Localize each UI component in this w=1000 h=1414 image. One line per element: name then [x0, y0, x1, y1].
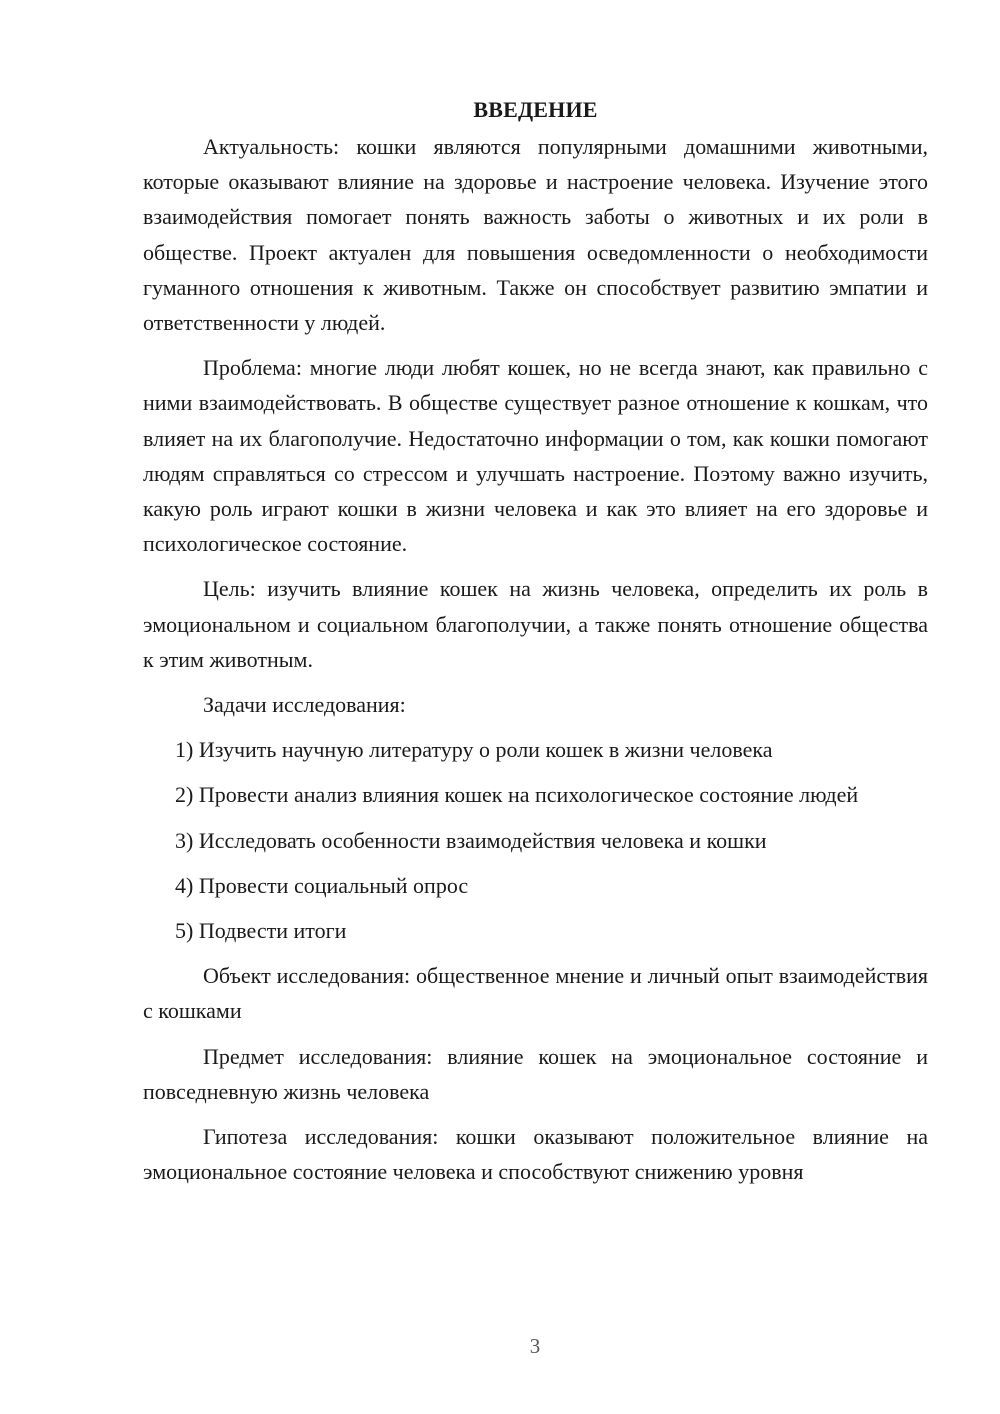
- goal-paragraph: Цель: изучить влияние кошек на жизнь человека, определить их роль в эмоциональном и социальном благополучии, а также понять отношение общества к этим животным.: [143, 576, 928, 672]
- task-item: 2) Провести анализ влияния кошек на психологическое состояние людей: [175, 782, 859, 808]
- relevance-paragraph: Актуальность: кошки являются популярными домашними животными, которые оказывают влияние на здоровье и настроение человека. Изучение этого взаимодействия помогает понять важность заботы о животных и их роли в обществе. Проект актуален для повышения осведомленности о необходимости гуманного отношения к животным. Также он способствует развитию эмпатии и ответственности у людей.: [143, 134, 928, 336]
- tasks-heading: Задачи исследования:: [203, 692, 406, 718]
- page-number: 3: [529, 1334, 541, 1358]
- hypothesis-paragraph: Гипотеза исследования: кошки оказывают положительное влияние на эмоциональное состояние человека и способствуют снижению уровня: [143, 1124, 928, 1185]
- document-page: [143, 92, 928, 1199]
- task-item: 4) Провести социальный опрос: [175, 872, 469, 898]
- task-item: 3) Исследовать особенности взаимодействия человека и кошки: [175, 827, 767, 853]
- task-item: 5) Подвести итоги: [175, 918, 347, 944]
- subject-paragraph: Предмет исследования: влияние кошек на эмоциональное состояние и повседневную жизнь человека: [143, 1043, 928, 1104]
- section-title: ВВЕДЕНИЕ: [473, 97, 598, 122]
- object-paragraph: Объект исследования: общественное мнение и личный опыт взаимодействия с кошками: [143, 963, 928, 1024]
- problem-paragraph: Проблема: многие люди любят кошек, но не всегда знают, как правильно с ними взаимодействовать. В обществе существует разное отношение к кошкам, что влияет на их благополучие. Недостаточно информации о том, как кошки помогают людям справляться со стрессом и улучшать настроение. Поэтому важно изучить, какую роль играют кошки в жизни человека и как это влияет на его здоровье и психологическое состояние.: [143, 355, 928, 557]
- task-item: 1) Изучить научную литературу о роли кошек в жизни человека: [175, 737, 773, 763]
